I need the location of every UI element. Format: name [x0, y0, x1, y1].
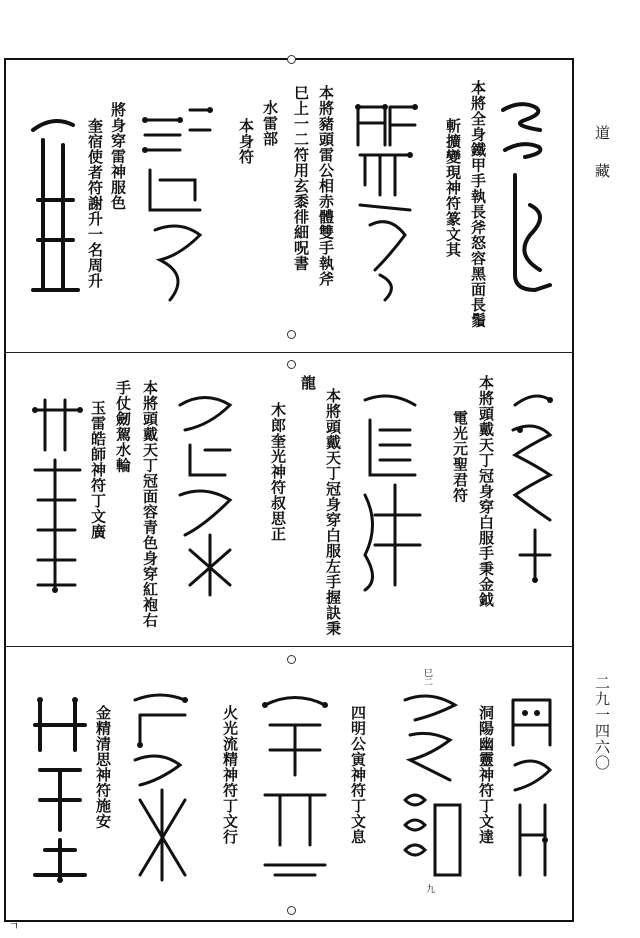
text-s1-c4: 巳上一二符用玄黍徘細呪書: [292, 85, 310, 271]
talisman-3-1: [505, 685, 560, 885]
talisman-3-4: [125, 685, 200, 885]
text-s1-c2: 斬擴變現神符篆文其: [444, 118, 462, 258]
text-s3-c3: 四明公寅神符丁文息: [349, 705, 367, 845]
text-s3-c2-bottom: 九: [424, 884, 434, 893]
talisman-3-5: [30, 690, 90, 885]
text-s1-c3: 本將豬頭雷公相赤體雙手執斧: [317, 85, 335, 287]
text-s2-c2: 電光元聖君符: [451, 410, 469, 503]
text-s2-c3a: 龍: [299, 375, 317, 391]
binding-hole-icon: [287, 55, 296, 64]
text-s2-c4: 木郎奎光神符叔思正: [269, 402, 287, 542]
text-s2-c7: 玉雷皓師神符丁文廣: [89, 400, 107, 540]
text-s3-c2-label: 巳二: [422, 668, 432, 686]
binding-hole-icon: [287, 906, 296, 915]
talisman-1-1: [495, 95, 555, 305]
text-s3-c5: 金精清思神符施安: [94, 705, 112, 829]
text-s2-c3b: 本將頭戴天丁冠身穿白服左手握訣秉: [324, 388, 342, 636]
talisman-2-1: [505, 385, 555, 595]
text-s1-c1: 本將全身鐵甲手執長斧怒容黑面長鬚: [469, 80, 487, 328]
talisman-1-4: [28, 100, 83, 300]
page-number: 二九一四六〇: [593, 675, 611, 771]
text-s1-c5a: 水雷部: [261, 100, 279, 147]
text-s1-c7: 奎宿使者符謝升一名周升: [86, 118, 104, 289]
text-s2-c1: 本將頭戴天丁冠身穿白服手秉金鉞: [477, 375, 495, 608]
text-s3-c1: 洞陽幽靈神符丁文達: [477, 705, 495, 845]
talisman-2-4: [30, 390, 85, 600]
text-s1-c5b: 本身符: [237, 118, 255, 165]
talisman-2-3: [170, 385, 245, 600]
section-divider-2: [4, 646, 574, 647]
talisman-3-3: [255, 685, 335, 885]
talisman-1-2: [350, 95, 420, 305]
corner-mark: ㄱ: [7, 920, 20, 931]
talisman-2-2: [355, 385, 430, 595]
binding-hole-icon: [287, 330, 296, 339]
binding-hole-icon: [287, 655, 296, 664]
text-s1-c6: 將身穿雷神服色: [109, 102, 127, 211]
text-s2-c6: 手仗劒駕水輪: [114, 380, 132, 473]
talisman-1-3: [140, 100, 215, 305]
book-title: 道 藏: [593, 125, 611, 182]
text-s2-c5: 本將頭戴天丁冠面容青色身穿紅袍右: [141, 380, 159, 628]
binding-hole-icon: [287, 360, 296, 369]
talisman-3-2: [395, 685, 465, 885]
text-s3-c4: 火光流精神符丁文行: [221, 705, 239, 845]
section-divider-1: [4, 352, 574, 353]
